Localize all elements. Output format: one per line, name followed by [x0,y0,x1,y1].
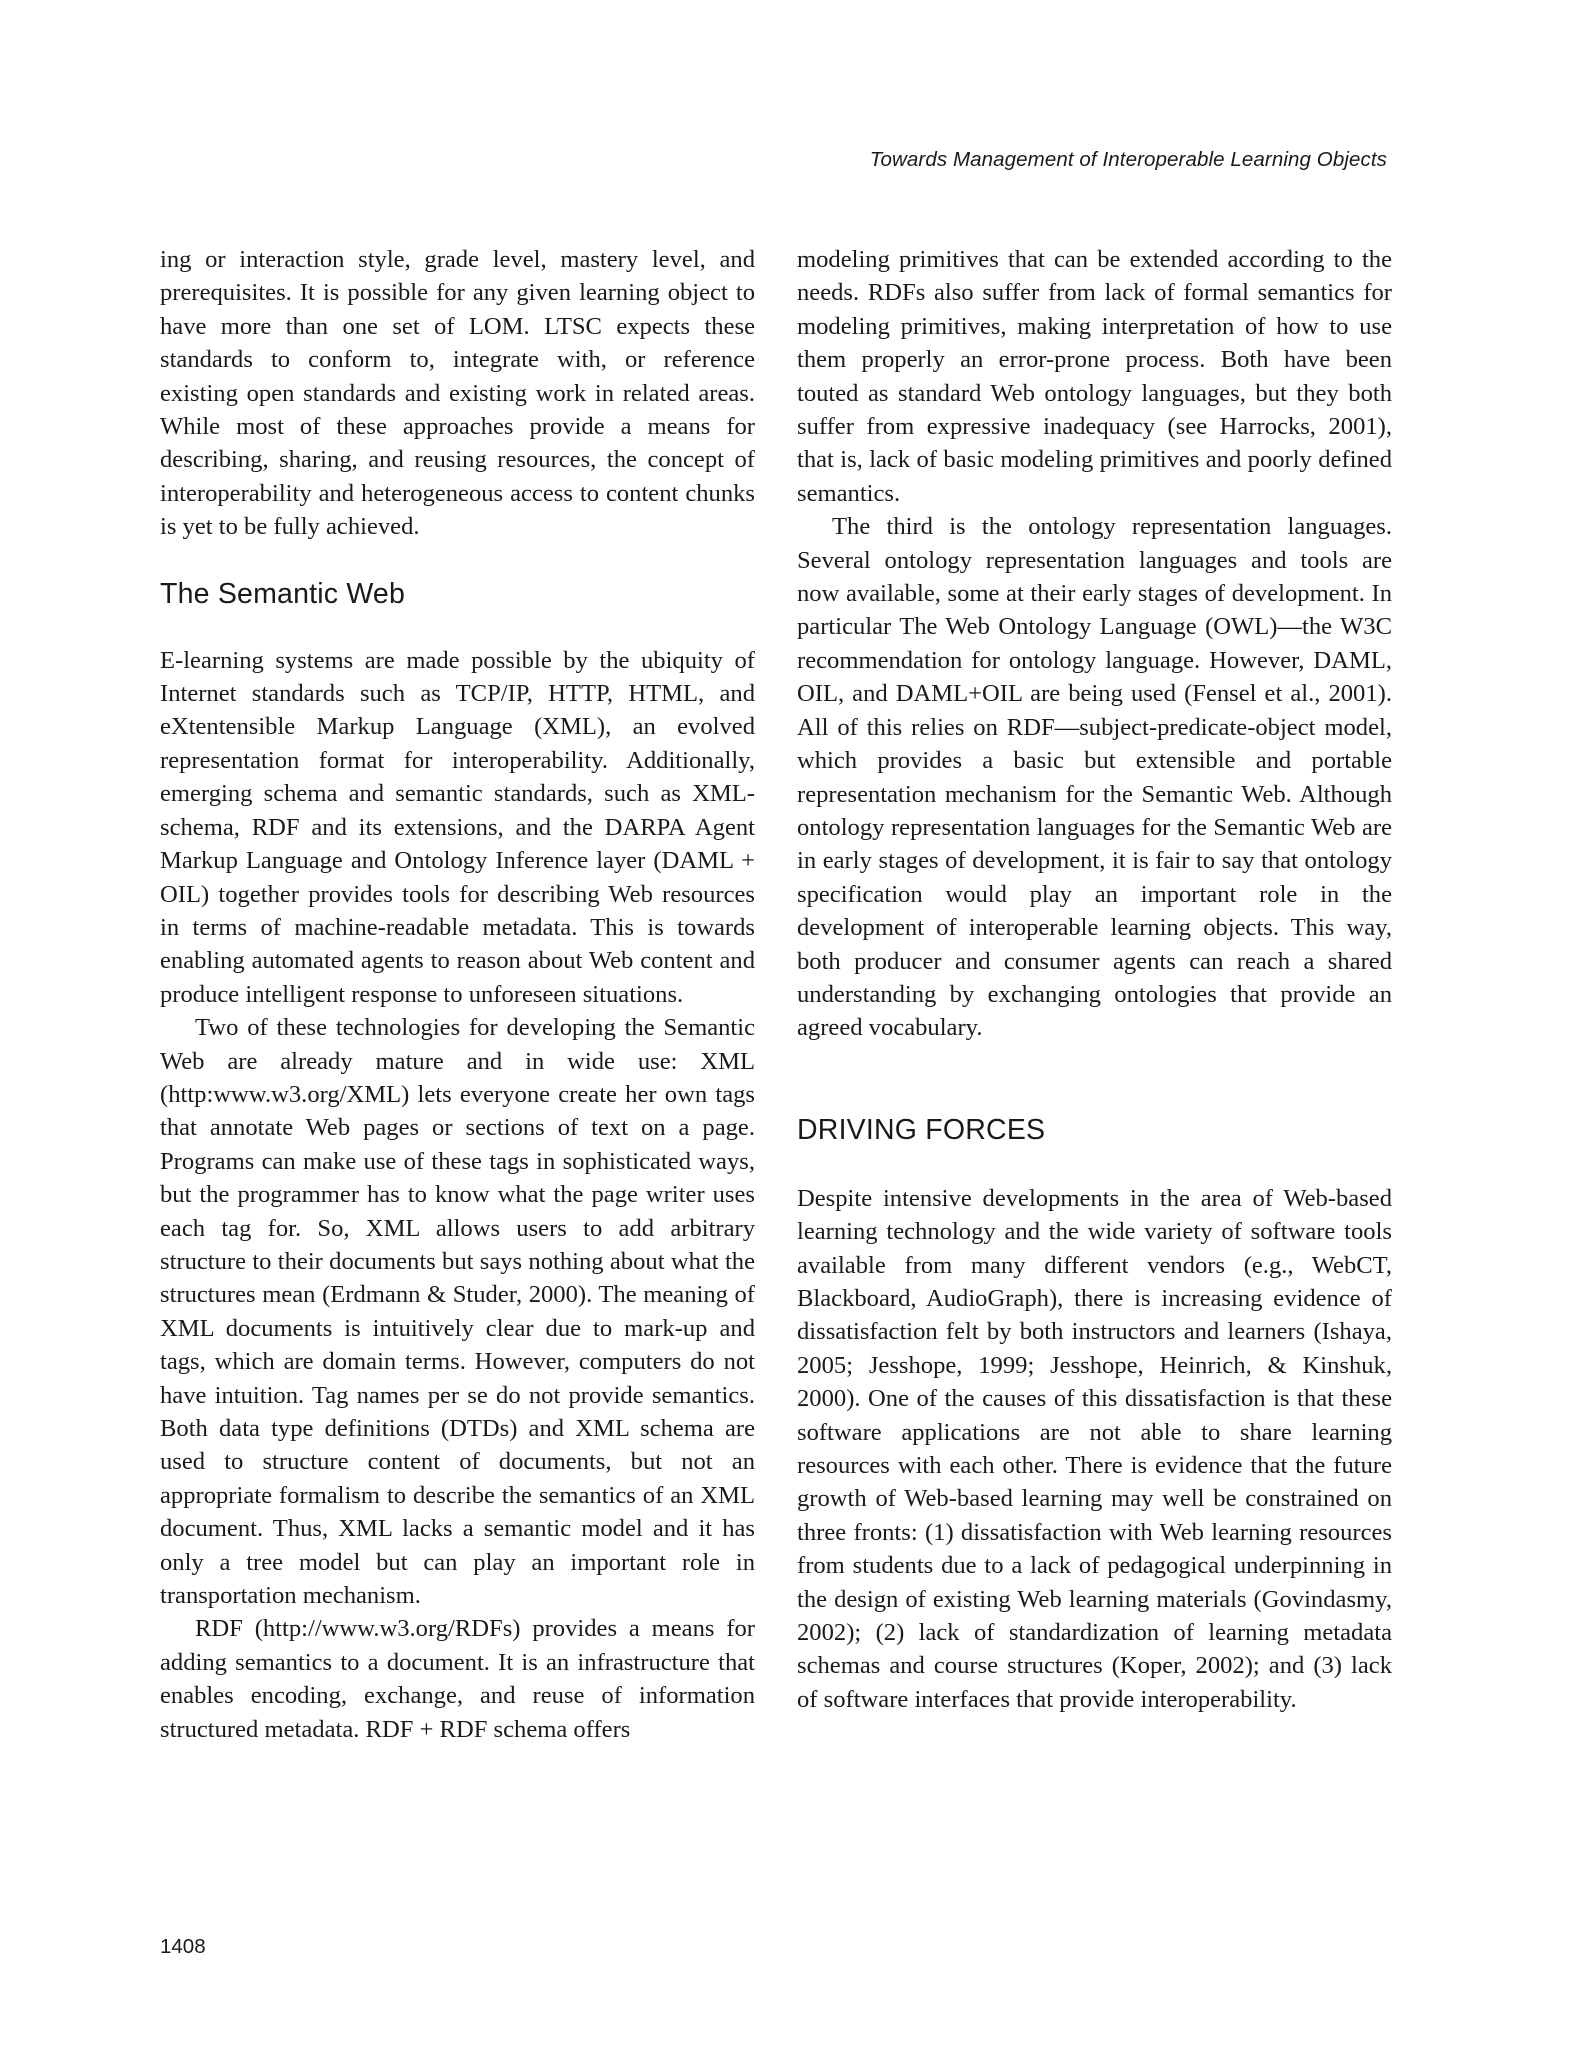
left-column [160,243,755,1746]
paragraph-lom-continuation: ing or interaction style, grade level, mastery level, and prerequisites. It is possible for any given learning object to have more than one set of LOM. LTSC expects these standards to conform to, integrate with, or reference existing open standards and existing work in related areas. While most of these approaches provide a means for describing, sharing, and reusing resources, the concept of interoperability and heterogeneous access to content chunks is yet to be fully achieved. [160,246,755,541]
paragraph-ontology-languages: The third is the ontology representation languages. Several ontology representation languages and tools are now available, some at their early stages of development. In particular The Web Ontology Language (OWL)—the W3C recommendation for ontology language. However, DAML, OIL, and DAML+OIL are being used (Fensel et al., 2001). All of this relies on RDF—subject-predicate-object model, which provides a basic but extensible and portable representation mechanism for the Semantic Web. Although ontology representation languages for the Semantic Web are in early stages of development, it is fair to say that ontology specification would play an important role in the development of interoperable learning objects. This way, both producer and consumer agents can reach a shared understanding by exchanging ontologies that provide an agreed vocabulary. [797,513,1392,1042]
paragraph-xml-technologies: Two of these technologies for developing the Semantic Web are already mature and in wide use: XML (http:www.w3.org/XML) lets everyone create her own tags that annotate Web pages or sections of text on a page. Programs can make use of these tags in sophisticated ways, but the programmer has to know what the page writer uses each tag for. So, XML allows users to add arbitrary structure to their documents but says nothing about what the structures mean (Erdmann & Studer, 2000). The meaning of XML documents is intuitively clear due to mark-up and tags, which are domain terms. However, computers do not have intuition. Tag names per se do not provide semantics. Both data type definitions (DTDs) and XML schema are used to structure content of documents, but not an appropriate formalism to describe the semantics of an XML document. Thus, XML lacks a semantic model and it has only a tree model but can play an important role in transportation mechanism. [160,1014,755,1610]
section-heading-semantic-web: The Semantic Web [160,577,406,610]
right-column [797,243,1392,1716]
running-header: Towards Management of Interoperable Learning Objects [869,148,1387,171]
page-number: 1408 [160,1935,206,1958]
paragraph-elearning-standards: E-learning systems are made possible by the ubiquity of Internet standards such as TCP/IP, HTTP, HTML, and eXtentensible Markup Language (XML), an evolved representation format for interoperability. Additionally, emerging schema and semantic standards, such as XML-schema, RDF and its extensions, and the DARPA Agent Markup Language and Ontology Inference layer (DAML + OIL) together provides tools for describing Web resources in terms of machine-readable metadata. This is towards enabling automated agents to reason about Web content and produce intelligent response to unforeseen situations. [160,646,755,1008]
section-heading-driving-forces: DRIVING FORCES [797,1113,1046,1146]
paragraph-rdf: RDF (http://www.w3.org/RDFs) provides a means for adding semantics to a document. It is an infrastructure that enables encoding, exchange, and reuse of information structured metadata. RDF + RDF schema offers [160,1615,755,1743]
paragraph-rdf-continuation: modeling primitives that can be extended according to the needs. RDFs also suffer from lack of formal semantics for modeling primitives, making interpretation of how to use them properly an error-prone process. Both have been touted as standard Web ontology languages, but they both suffer from expressive inadequacy (see Harrocks, 2001), that is, lack of basic modeling primitives and poorly defined semantics. [797,246,1392,507]
paragraph-driving-forces: Despite intensive developments in the area of Web-based learning technology and the wide variety of software tools available from many different vendors (e.g., WebCT, Blackboard, AudioGraph), there is increasing evidence of dissatisfaction felt by both instructors and learners (Ishaya, 2005; Jesshope, 1999; Jesshope, Heinrich, & Kinshuk, 2000). One of the causes of this dissatisfaction is that these software applications are not able to share learning resources with each other. There is evidence that the future growth of Web-based learning may well be constrained on three fronts: (1) dissatisfaction with Web learning resources from students due to a lack of pedagogical underpinning in the design of existing Web learning materials (Govindasmy, 2002); (2) lack of standardization of learning metadata schemas and course structures (Koper, 2002); and (3) lack of software interfaces that provide interoperability. [797,1184,1392,1713]
